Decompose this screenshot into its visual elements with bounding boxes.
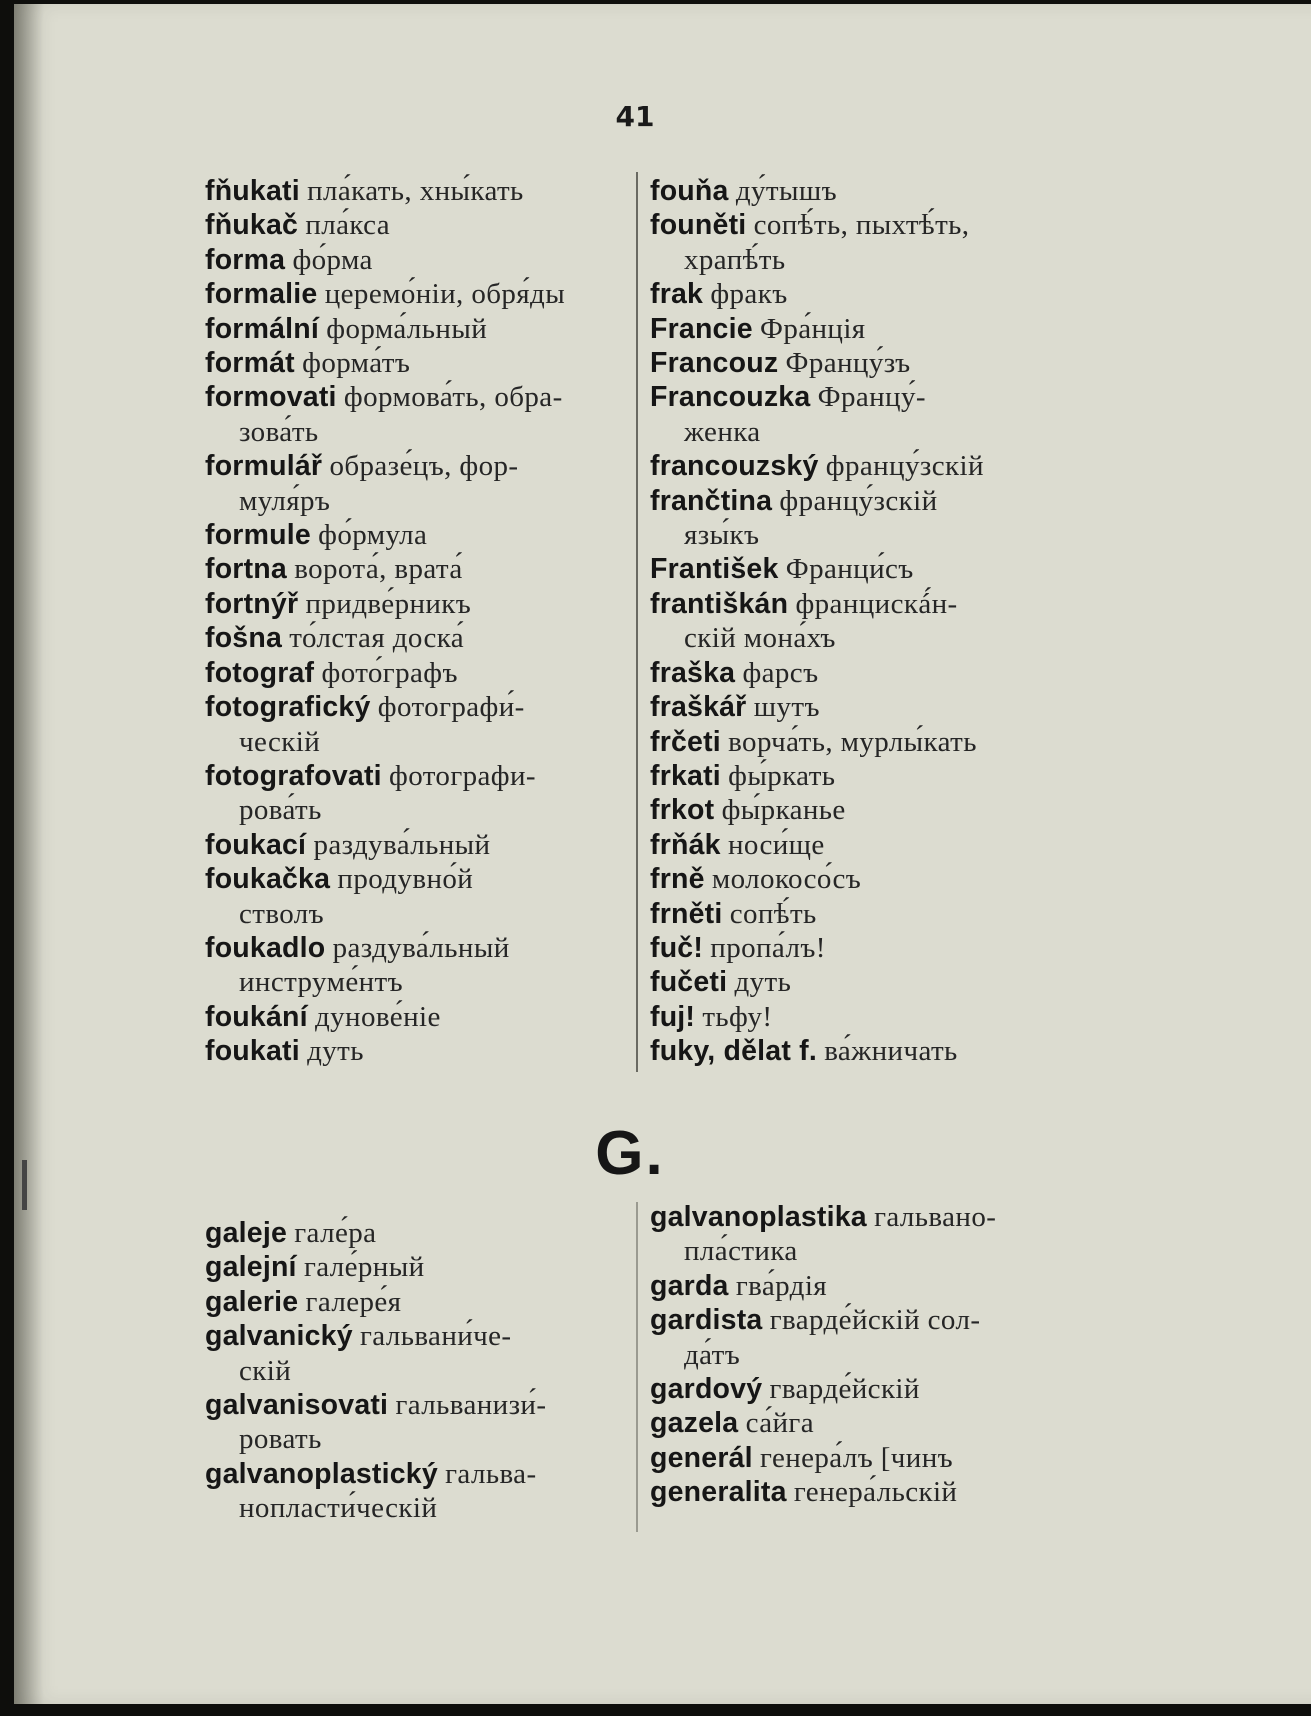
- entry-headword: františkán: [650, 587, 789, 620]
- entry-headword: francouzský: [650, 450, 819, 483]
- dictionary-entry: [205, 449, 625, 483]
- entry-translation: ва́жничать: [824, 1035, 958, 1068]
- entry-translation: пропа́лъ!: [710, 931, 826, 964]
- entry-continuation: [205, 1422, 625, 1456]
- entry-translation-continuation: стволъ: [239, 897, 325, 930]
- entry-translation: формова́ть, обра-: [343, 381, 563, 414]
- dictionary-entry: [650, 862, 1068, 896]
- dictionary-entry: [650, 1406, 1068, 1440]
- entry-translation-continuation: инструме́нтъ: [239, 966, 403, 999]
- entry-headword: fraškář: [650, 691, 747, 724]
- entry-headword: frančtina: [650, 484, 773, 517]
- entry-translation: церемо́нiи, обря́ды: [324, 278, 566, 311]
- entry-translation: образе́цъ, фор-: [329, 450, 519, 483]
- entry-headword: galvanisovati: [205, 1389, 389, 1422]
- entry-headword: frněti: [650, 897, 723, 930]
- section-letter: G.: [595, 1119, 665, 1188]
- entry-headword: galejní: [205, 1251, 297, 1284]
- entry-translation-continuation: храпѣ́ть: [684, 243, 786, 276]
- entry-headword: fuč!: [650, 931, 704, 964]
- entry-translation: ворота́, врата́: [294, 553, 463, 586]
- entry-translation: дуть: [734, 966, 792, 999]
- dictionary-entry: [650, 828, 1068, 862]
- dictionary-entry: [650, 1034, 1068, 1068]
- entry-headword: fotograf: [205, 656, 315, 689]
- dictionary-entry: [205, 1250, 625, 1284]
- entry-headword: foukání: [205, 1000, 308, 1033]
- entry-translation: ворча́ть, мурлы́кать: [728, 725, 977, 758]
- dictionary-entry: [650, 1269, 1068, 1303]
- entry-translation: раздува́льный: [332, 931, 510, 964]
- entry-headword: galeje: [205, 1217, 287, 1249]
- entry-translation: дуть: [307, 1035, 364, 1068]
- entry-headword: gazela: [650, 1407, 739, 1440]
- entry-translation-continuation: муля́ръ: [239, 484, 331, 517]
- entry-headword: galvanoplastický: [205, 1457, 438, 1490]
- entry-headword: forma: [205, 243, 286, 276]
- dictionary-entry: [650, 931, 1068, 965]
- entry-headword: garda: [650, 1269, 729, 1302]
- entry-translation: пла́кать, хны́кать: [307, 175, 524, 207]
- column-left-g: [205, 1216, 625, 1526]
- entry-headword: frňák: [650, 828, 721, 861]
- entry-headword: fraška: [650, 656, 736, 689]
- entry-continuation: [650, 415, 1068, 449]
- page-edge-mark: [22, 1160, 27, 1210]
- entry-headword: fortnýř: [205, 587, 299, 620]
- dictionary-entry: [205, 1216, 625, 1250]
- dictionary-entry: [205, 656, 625, 690]
- entry-headword: formule: [205, 519, 311, 552]
- entry-translation: фарсъ: [742, 656, 819, 689]
- entry-translation: францискá́н-: [795, 587, 958, 620]
- entry-headword: foukací: [205, 828, 307, 861]
- entry-translation: гальва-: [445, 1457, 537, 1490]
- page-number: 41: [615, 100, 655, 133]
- entry-translation: ду́тышъ: [735, 175, 837, 207]
- entry-headword: foukačka: [205, 863, 331, 896]
- dictionary-entry: [205, 552, 625, 586]
- dictionary-entry: [650, 380, 1068, 414]
- dictionary-entry: [205, 1034, 625, 1068]
- entry-continuation: [205, 1354, 625, 1388]
- column-divider-g: [636, 1202, 638, 1532]
- entry-translation: фракъ: [710, 278, 788, 311]
- entry-translation: галере́я: [305, 1285, 402, 1318]
- dictionary-entry: [650, 1200, 1068, 1234]
- entry-headword: formální: [205, 312, 320, 345]
- entry-continuation: [650, 1234, 1068, 1268]
- column-left-f: [205, 174, 625, 1069]
- entry-translation: гва́рдiя: [735, 1269, 828, 1302]
- entry-translation: форма́тъ: [302, 347, 411, 380]
- dictionary-entry: [650, 174, 1068, 208]
- dictionary-entry: [205, 312, 625, 346]
- dictionary-entry: [650, 690, 1068, 724]
- entry-translation: Фра́нцiя: [760, 312, 866, 345]
- entry-headword: foukadlo: [205, 931, 326, 964]
- dictionary-entry: [205, 690, 625, 724]
- entry-translation-continuation: рова́ть: [239, 794, 322, 827]
- entry-headword: fotografovati: [205, 759, 382, 792]
- entry-translation: Франци́съ: [785, 553, 914, 586]
- dictionary-entry: [205, 208, 625, 242]
- entry-translation-continuation: язы́къ: [684, 519, 760, 552]
- entry-continuation: [205, 897, 625, 931]
- entry-translation: фотографи́-: [377, 691, 525, 724]
- dictionary-entry: [205, 1285, 625, 1319]
- dictionary-entry: [205, 1388, 625, 1422]
- entry-translation: францу́зскiй: [779, 484, 938, 517]
- entry-headword: fouňa: [650, 175, 729, 207]
- entry-headword: fuky, dělat f.: [650, 1035, 817, 1068]
- dictionary-entry: [205, 931, 625, 965]
- entry-headword: František: [650, 553, 779, 586]
- entry-translation: гварде́йскiй: [769, 1373, 920, 1406]
- dictionary-entry: [205, 828, 625, 862]
- entry-translation: Францу́-: [817, 381, 926, 414]
- entry-translation: пла́кса: [305, 209, 391, 242]
- entry-translation: гальвано-: [874, 1201, 997, 1233]
- dictionary-entry: [650, 449, 1068, 483]
- entry-headword: frkati: [650, 759, 721, 792]
- dictionary-entry: [205, 243, 625, 277]
- entry-translation: гальвани́че-: [360, 1320, 512, 1353]
- entry-translation: Францу́зъ: [785, 347, 911, 380]
- dictionary-entry: [205, 277, 625, 311]
- entry-headword: frak: [650, 278, 704, 311]
- entry-continuation: [205, 1491, 625, 1525]
- dictionary-entry: [205, 174, 625, 208]
- entry-translation-continuation: да́тъ: [684, 1338, 741, 1371]
- entry-headword: generál: [650, 1441, 753, 1474]
- entry-translation: продувно́й: [337, 863, 474, 896]
- dictionary-entry: [650, 1441, 1068, 1475]
- entry-translation: сопѣ́ть: [729, 897, 817, 930]
- entry-continuation: [650, 243, 1068, 277]
- dictionary-entry: [205, 380, 625, 414]
- dictionary-entry: [205, 346, 625, 380]
- entry-translation: гварде́йскiй сол-: [769, 1304, 981, 1337]
- dictionary-entry: [650, 656, 1068, 690]
- entry-translation-continuation: женка: [684, 415, 761, 448]
- spine-shadow: [14, 4, 44, 1704]
- entry-translation-continuation: зова́ть: [239, 415, 319, 448]
- entry-translation: фото́графъ: [321, 656, 458, 689]
- entry-translation: гале́ра: [294, 1217, 377, 1249]
- entry-translation: фотографи-: [389, 759, 536, 792]
- entry-translation: генера́льскiй: [793, 1476, 958, 1509]
- dictionary-entry: [205, 1457, 625, 1491]
- entry-translation: то́лстая доска́: [289, 622, 465, 655]
- entry-headword: fotografický: [205, 691, 371, 724]
- dictionary-entry: [650, 484, 1068, 518]
- entry-headword: founěti: [650, 209, 747, 242]
- entry-translation: шутъ: [753, 691, 820, 724]
- entry-translation: гале́рный: [303, 1251, 425, 1284]
- dictionary-entry: [205, 862, 625, 896]
- dictionary-entry: [205, 587, 625, 621]
- entry-continuation: [650, 518, 1068, 552]
- dictionary-entry: [650, 208, 1068, 242]
- entry-translation: фо́рмула: [318, 519, 428, 552]
- entry-headword: fuj!: [650, 1000, 696, 1033]
- entry-headword: Francouz: [650, 347, 779, 380]
- entry-headword: Francie: [650, 312, 753, 345]
- entry-headword: formát: [205, 347, 295, 380]
- entry-translation: генера́лъ [чинъ: [760, 1441, 954, 1474]
- entry-translation-continuation: ровать: [239, 1423, 322, 1456]
- entry-continuation: [205, 725, 625, 759]
- column-right-g: [650, 1200, 1068, 1510]
- entry-translation: гальванизи́-: [395, 1389, 547, 1422]
- entry-headword: generalita: [650, 1476, 787, 1509]
- entry-headword: galvanoplastika: [650, 1201, 867, 1233]
- entry-continuation: [205, 484, 625, 518]
- entry-translation-continuation: скiй мона́хъ: [684, 622, 836, 655]
- column-right-f: [650, 174, 1068, 1069]
- column-divider-f: [636, 172, 638, 1072]
- dictionary-entry: [650, 1372, 1068, 1406]
- entry-translation: францу́зскiй: [825, 450, 984, 483]
- dictionary-entry: [205, 518, 625, 552]
- dictionary-entry: [650, 1000, 1068, 1034]
- dictionary-entry: [205, 759, 625, 793]
- entry-headword: frkot: [650, 794, 715, 827]
- entry-translation-continuation: пла́стика: [684, 1235, 798, 1268]
- entry-translation-continuation: ческiй: [239, 725, 321, 758]
- entry-translation-continuation: нопласти́ческiй: [239, 1492, 438, 1525]
- entry-headword: fortna: [205, 553, 287, 586]
- entry-continuation: [205, 415, 625, 449]
- entry-translation: форма́льный: [326, 312, 488, 345]
- entry-headword: formovati: [205, 381, 337, 414]
- dictionary-entry: [205, 1000, 625, 1034]
- dictionary-entry: [650, 312, 1068, 346]
- entry-headword: fňukati: [205, 175, 300, 207]
- dictionary-entry: [650, 587, 1068, 621]
- entry-headword: foukati: [205, 1035, 300, 1068]
- dictionary-entry: [650, 346, 1068, 380]
- dictionary-entry: [650, 793, 1068, 827]
- entry-continuation: [205, 793, 625, 827]
- entry-translation: сопѣ́ть, пыхтѣ́ть,: [753, 209, 970, 242]
- entry-headword: gardista: [650, 1304, 763, 1337]
- dictionary-entry: [205, 1319, 625, 1353]
- dictionary-entry: [650, 759, 1068, 793]
- entry-translation-continuation: скiй: [239, 1354, 292, 1387]
- entry-translation: раздува́льный: [313, 828, 491, 861]
- entry-headword: gardový: [650, 1373, 763, 1406]
- dictionary-entry: [205, 621, 625, 655]
- entry-headword: galerie: [205, 1285, 299, 1318]
- entry-translation: тьфу!: [702, 1000, 773, 1033]
- entry-headword: frčeti: [650, 725, 721, 758]
- entry-headword: fňukač: [205, 209, 299, 242]
- entry-translation: фо́рма: [292, 243, 373, 276]
- entry-translation: носи́ще: [727, 828, 825, 861]
- dictionary-entry: [650, 1475, 1068, 1509]
- entry-translation: молокосо́съ: [711, 863, 862, 896]
- entry-translation: фы́ркать: [728, 759, 836, 792]
- dictionary-entry: [650, 552, 1068, 586]
- entry-headword: galvanický: [205, 1320, 353, 1353]
- entry-continuation: [205, 965, 625, 999]
- entry-continuation: [650, 621, 1068, 655]
- entry-headword: frně: [650, 863, 705, 896]
- entry-headword: Francouzka: [650, 381, 811, 414]
- entry-continuation: [650, 1338, 1068, 1372]
- dictionary-entry: [650, 897, 1068, 931]
- entry-headword: fošna: [205, 622, 283, 655]
- entry-headword: fučeti: [650, 966, 728, 999]
- dictionary-entry: [650, 965, 1068, 999]
- entry-translation: дунове́нiе: [315, 1000, 441, 1033]
- entry-headword: formalie: [205, 278, 318, 311]
- entry-translation: придве́рникъ: [305, 587, 472, 620]
- entry-translation: фы́рканье: [721, 794, 846, 827]
- dictionary-entry: [650, 725, 1068, 759]
- entry-translation: са́йга: [745, 1407, 814, 1440]
- entry-headword: formulář: [205, 450, 323, 483]
- dictionary-entry: [650, 1303, 1068, 1337]
- dictionary-entry: [650, 277, 1068, 311]
